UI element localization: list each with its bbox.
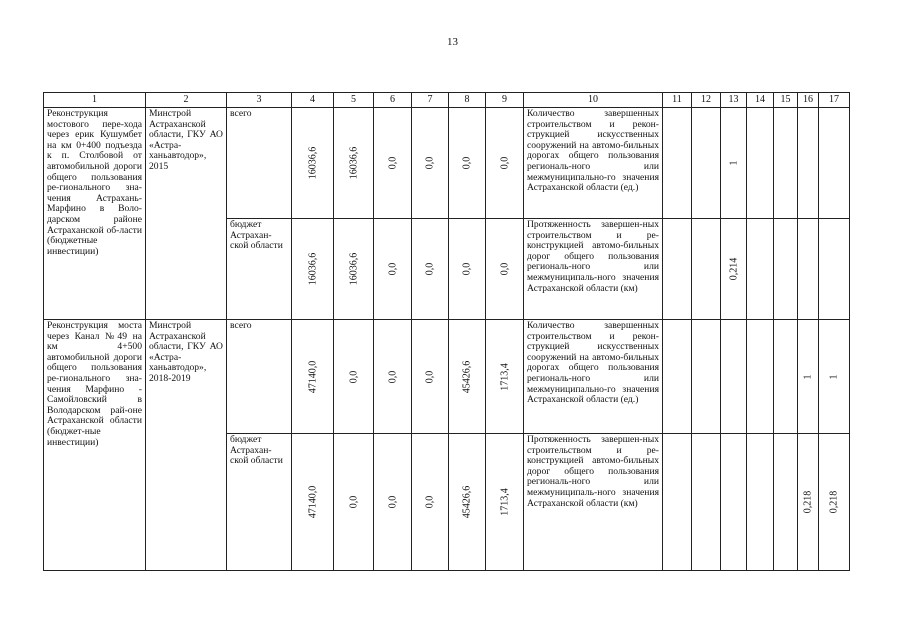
- cell-value: 16036,6: [348, 146, 359, 180]
- column-number: 2: [146, 93, 227, 108]
- cell-value: 47140,0: [307, 360, 318, 393]
- value-cell: [412, 219, 449, 320]
- indicator-value-cell: [692, 434, 721, 571]
- indicator-value-cell: [663, 320, 692, 434]
- cell-value: 0,0: [424, 370, 436, 383]
- column-number: 15: [774, 93, 798, 108]
- column-number: 13: [721, 93, 747, 108]
- cell-value: 0,0: [348, 495, 359, 509]
- cell-value: 0,0: [461, 156, 473, 170]
- indicator-value-cell: [798, 108, 819, 219]
- column-number: 16: [798, 93, 819, 108]
- value-cell: [486, 320, 524, 434]
- indicator-value-cell: [798, 219, 819, 320]
- indicator-value: 1: [828, 374, 840, 379]
- column-number: 6: [374, 93, 412, 108]
- value-cell: [334, 320, 374, 434]
- project-name: Реконструкция мостового пере-хода через ерик Кушумбет на км 0+400 подъезда к п. Столбовой от автомобильной дороги общего пользования ре-гионального зна-чения Астрахань-Марфино в Воло-дарском районе Астраханской об-ласти (бюджетные инвестиции): [44, 108, 146, 320]
- value-cell: [412, 434, 449, 571]
- project-executor: Минстрой Астраханской области, ГКУ АО «Астра-ханьавтодор», 2015: [146, 108, 227, 320]
- cell-value: 1713,4: [499, 488, 510, 516]
- funding-source: всего: [227, 320, 292, 434]
- cell-value: 0,0: [348, 370, 359, 383]
- indicator-text: Количество завершенных строительством и рекон-струкцией искусственных сооружений на автомо-бильных дорогах общего пользования региональ-ного или межмуниципально-го значения Астраханской области (ед.): [524, 108, 663, 219]
- indicator-value-cell: [747, 219, 774, 320]
- value-cell: [374, 108, 412, 219]
- cell-value: 0,0: [499, 262, 510, 276]
- indicator-value: 1: [802, 374, 814, 379]
- column-number: 5: [334, 93, 374, 108]
- funding-source: всего: [227, 108, 292, 219]
- indicator-value-cell: [692, 219, 721, 320]
- cell-value: 0,0: [424, 495, 436, 509]
- value-cell: [374, 434, 412, 571]
- value-cell: [334, 219, 374, 320]
- cell-value: 0,0: [387, 495, 398, 509]
- cell-value: 16036,6: [348, 252, 359, 286]
- column-number: 14: [747, 93, 774, 108]
- value-cell: [449, 108, 486, 219]
- indicator-value-cell: [819, 219, 850, 320]
- funding-source: бюджет Астрахан-ской области: [227, 434, 292, 571]
- page-number: 13: [447, 36, 458, 48]
- value-cell: [449, 219, 486, 320]
- cell-value: 0,0: [387, 262, 398, 276]
- indicator-value-cell: [721, 434, 747, 571]
- indicator-value-cell: [721, 219, 747, 320]
- value-cell: [486, 219, 524, 320]
- indicator-value-cell: [747, 320, 774, 434]
- table-row: [44, 108, 850, 219]
- indicator-value-cell: [819, 108, 850, 219]
- cell-value: 0,0: [387, 156, 398, 170]
- value-cell: [412, 108, 449, 219]
- indicator-value-cell: [774, 320, 798, 434]
- funding-source: бюджет Астрахан-ской области: [227, 219, 292, 320]
- project-executor: Минстрой Астраханской области, ГКУ АО «Астра-ханьавтодор», 2018-2019: [146, 320, 227, 571]
- indicator-value-cell: [721, 108, 747, 219]
- column-number: 10: [524, 93, 663, 108]
- cell-value: 45426,6: [461, 485, 473, 519]
- indicator-value-cell: [747, 434, 774, 571]
- program-table: [43, 92, 850, 571]
- column-number: 12: [692, 93, 721, 108]
- indicator-text: Протяженность завершен-ных строительством и ре-конструкцией автомо-бильных дорог общего пользования региональ-ного или межмуниципаль-ного значения Астраханской области (км): [524, 219, 663, 320]
- cell-value: 0,0: [499, 156, 510, 170]
- indicator-value-cell: [692, 108, 721, 219]
- cell-value: 16036,6: [307, 146, 318, 180]
- indicator-text: Протяженность завершен-ных строительством и ре-конструкцией автомо-бильных дорог общего пользования региональ-ного или межмуниципаль-ного значения Астраханской области (км): [524, 434, 663, 571]
- cell-value: 0,0: [424, 262, 436, 276]
- table-row: [44, 320, 850, 434]
- cell-value: 0,0: [424, 156, 436, 170]
- indicator-value: 1: [728, 160, 739, 166]
- indicator-value-cell: [747, 108, 774, 219]
- column-number: 3: [227, 93, 292, 108]
- column-number: 17: [819, 93, 850, 108]
- column-number: 11: [663, 93, 692, 108]
- indicator-value-cell: [774, 108, 798, 219]
- value-cell: [334, 108, 374, 219]
- column-number: 1: [44, 93, 146, 108]
- value-cell: [292, 108, 334, 219]
- indicator-text: Количество завершенных строительством и рекон-струкцией искусственных сооружений на автомо-бильных дорогах общего пользования региональ-ного или межмуниципально-го значения Астраханской области (ед.): [524, 320, 663, 434]
- value-cell: [412, 320, 449, 434]
- cell-value: 0,0: [461, 262, 473, 276]
- column-number: 7: [412, 93, 449, 108]
- cell-value: 1713,4: [499, 362, 510, 391]
- column-number-row: [44, 93, 850, 108]
- value-cell: [449, 320, 486, 434]
- cell-value: 16036,6: [307, 252, 318, 286]
- value-cell: [292, 219, 334, 320]
- cell-value: 45426,6: [461, 360, 473, 393]
- column-number: 4: [292, 93, 334, 108]
- column-number: 9: [486, 93, 524, 108]
- indicator-value-cell: [774, 434, 798, 571]
- indicator-value-cell: [692, 320, 721, 434]
- indicator-value-cell: [774, 219, 798, 320]
- indicator-value-cell: [663, 219, 692, 320]
- cell-value: 47140,0: [307, 485, 318, 519]
- indicator-value-cell: [721, 320, 747, 434]
- indicator-value: 0,214: [728, 257, 739, 281]
- value-cell: [292, 434, 334, 571]
- value-cell: [486, 108, 524, 219]
- value-cell: [486, 434, 524, 571]
- value-cell: [374, 320, 412, 434]
- cell-value: 0,0: [387, 370, 398, 383]
- indicator-value-cell: [798, 320, 819, 434]
- value-cell: [334, 434, 374, 571]
- value-cell: [292, 320, 334, 434]
- indicator-value-cell: [663, 108, 692, 219]
- value-cell: [449, 434, 486, 571]
- indicator-value: 0,218: [802, 490, 814, 514]
- indicator-value-cell: [663, 434, 692, 571]
- project-name: Реконструкция моста через Канал №49 на км 4+500 автомобильной дороги общего пользования ре-гионального зна-чения Марфино - Самойловский в Володарском рай-оне Астраханской области (бюджет-ные инвестиции): [44, 320, 146, 571]
- column-number: 8: [449, 93, 486, 108]
- indicator-value-cell: [819, 434, 850, 571]
- indicator-value-cell: [798, 434, 819, 571]
- value-cell: [374, 219, 412, 320]
- indicator-value: 0,218: [828, 490, 840, 514]
- indicator-value-cell: [819, 320, 850, 434]
